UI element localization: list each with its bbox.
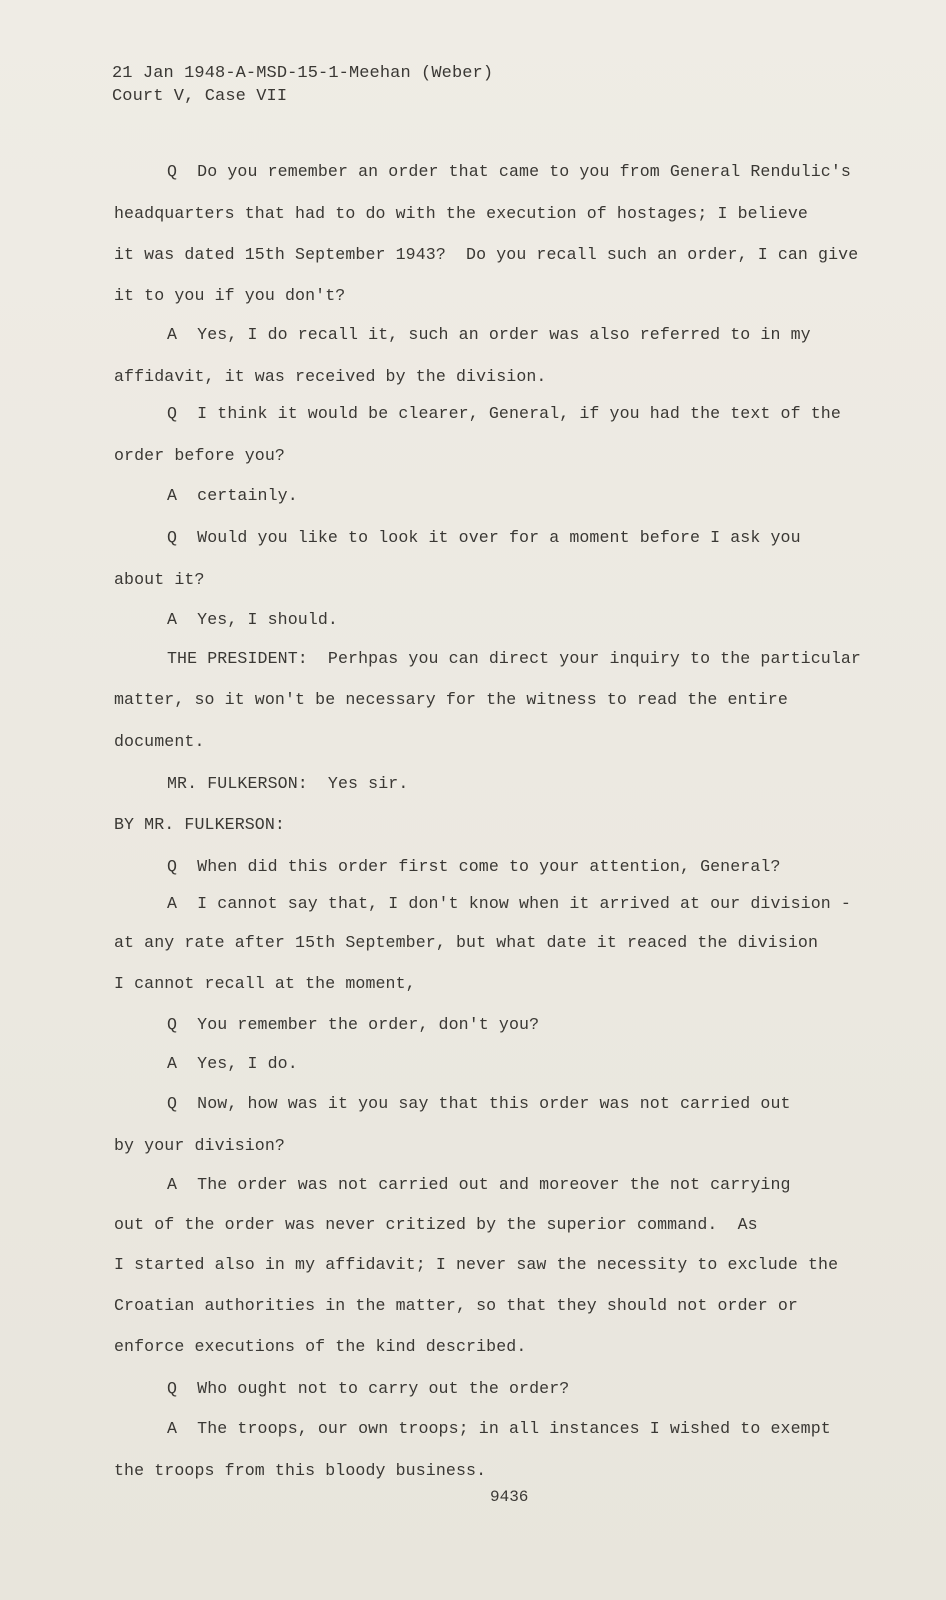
transcript-line: A The order was not carried out and moreover the not carrying — [167, 1175, 791, 1194]
page-number: 9436 — [490, 1488, 529, 1506]
transcript-line: at any rate after 15th September, but what date it reaced the division — [114, 933, 819, 952]
transcript-line: THE PRESIDENT: Perhpas you can direct your inquiry to the particular — [167, 649, 861, 668]
transcript-line: Q Would you like to look it over for a moment before I ask you — [167, 528, 801, 547]
transcript-line: A Yes, I should. — [167, 610, 338, 629]
transcript-line: enforce executions of the kind described. — [114, 1337, 527, 1356]
transcript-line: about it? — [114, 570, 205, 589]
transcript-line: I started also in my affidavit; I never saw the necessity to exclude the — [114, 1255, 839, 1274]
transcript-line: headquarters that had to do with the execution of hostages; I believe — [114, 204, 808, 223]
transcript-line: I cannot recall at the moment, — [114, 974, 416, 993]
transcript-line: A certainly. — [167, 486, 298, 505]
transcript-line: Q I think it would be clearer, General, if you had the text of the — [167, 404, 841, 423]
transcript-line: Q When did this order first come to your attention, General? — [167, 857, 781, 876]
transcript-line: MR. FULKERSON: Yes sir. — [167, 774, 409, 793]
transcript-line: Q You remember the order, don't you? — [167, 1015, 540, 1034]
transcript-line: the troops from this bloody business. — [114, 1461, 487, 1480]
transcript-line: BY MR. FULKERSON: — [114, 815, 285, 834]
transcript-line: Croatian authorities in the matter, so that they should not order or — [114, 1296, 798, 1315]
transcript-line: A The troops, our own troops; in all instances I wished to exempt — [167, 1419, 831, 1438]
header-line-1: 21 Jan 1948-A-MSD-15-1-Meehan (Weber) — [112, 64, 494, 83]
header-line-2: Court V, Case VII — [112, 87, 288, 106]
transcript-line: A Yes, I do. — [167, 1054, 298, 1073]
transcript-line: out of the order was never critized by the superior command. As — [114, 1215, 758, 1234]
transcript-line: Q Who ought not to carry out the order? — [167, 1379, 570, 1398]
transcript-line: document. — [114, 732, 205, 751]
transcript-line: affidavit, it was received by the division. — [114, 367, 547, 386]
transcript-line: Q Do you remember an order that came to you from General Rendulic's — [167, 162, 851, 181]
transcript-line: it was dated 15th September 1943? Do you recall such an order, I can give — [114, 245, 859, 264]
transcript-line: A I cannot say that, I don't know when it arrived at our division - — [167, 894, 851, 913]
transcript-line: Q Now, how was it you say that this order was not carried out — [167, 1094, 791, 1113]
transcript-line: matter, so it won't be necessary for the witness to read the entire — [114, 690, 788, 709]
transcript-line: A Yes, I do recall it, such an order was also referred to in my — [167, 325, 811, 344]
transcript-line: order before you? — [114, 446, 285, 465]
transcript-line: it to you if you don't? — [114, 286, 346, 305]
transcript-line: by your division? — [114, 1136, 285, 1155]
